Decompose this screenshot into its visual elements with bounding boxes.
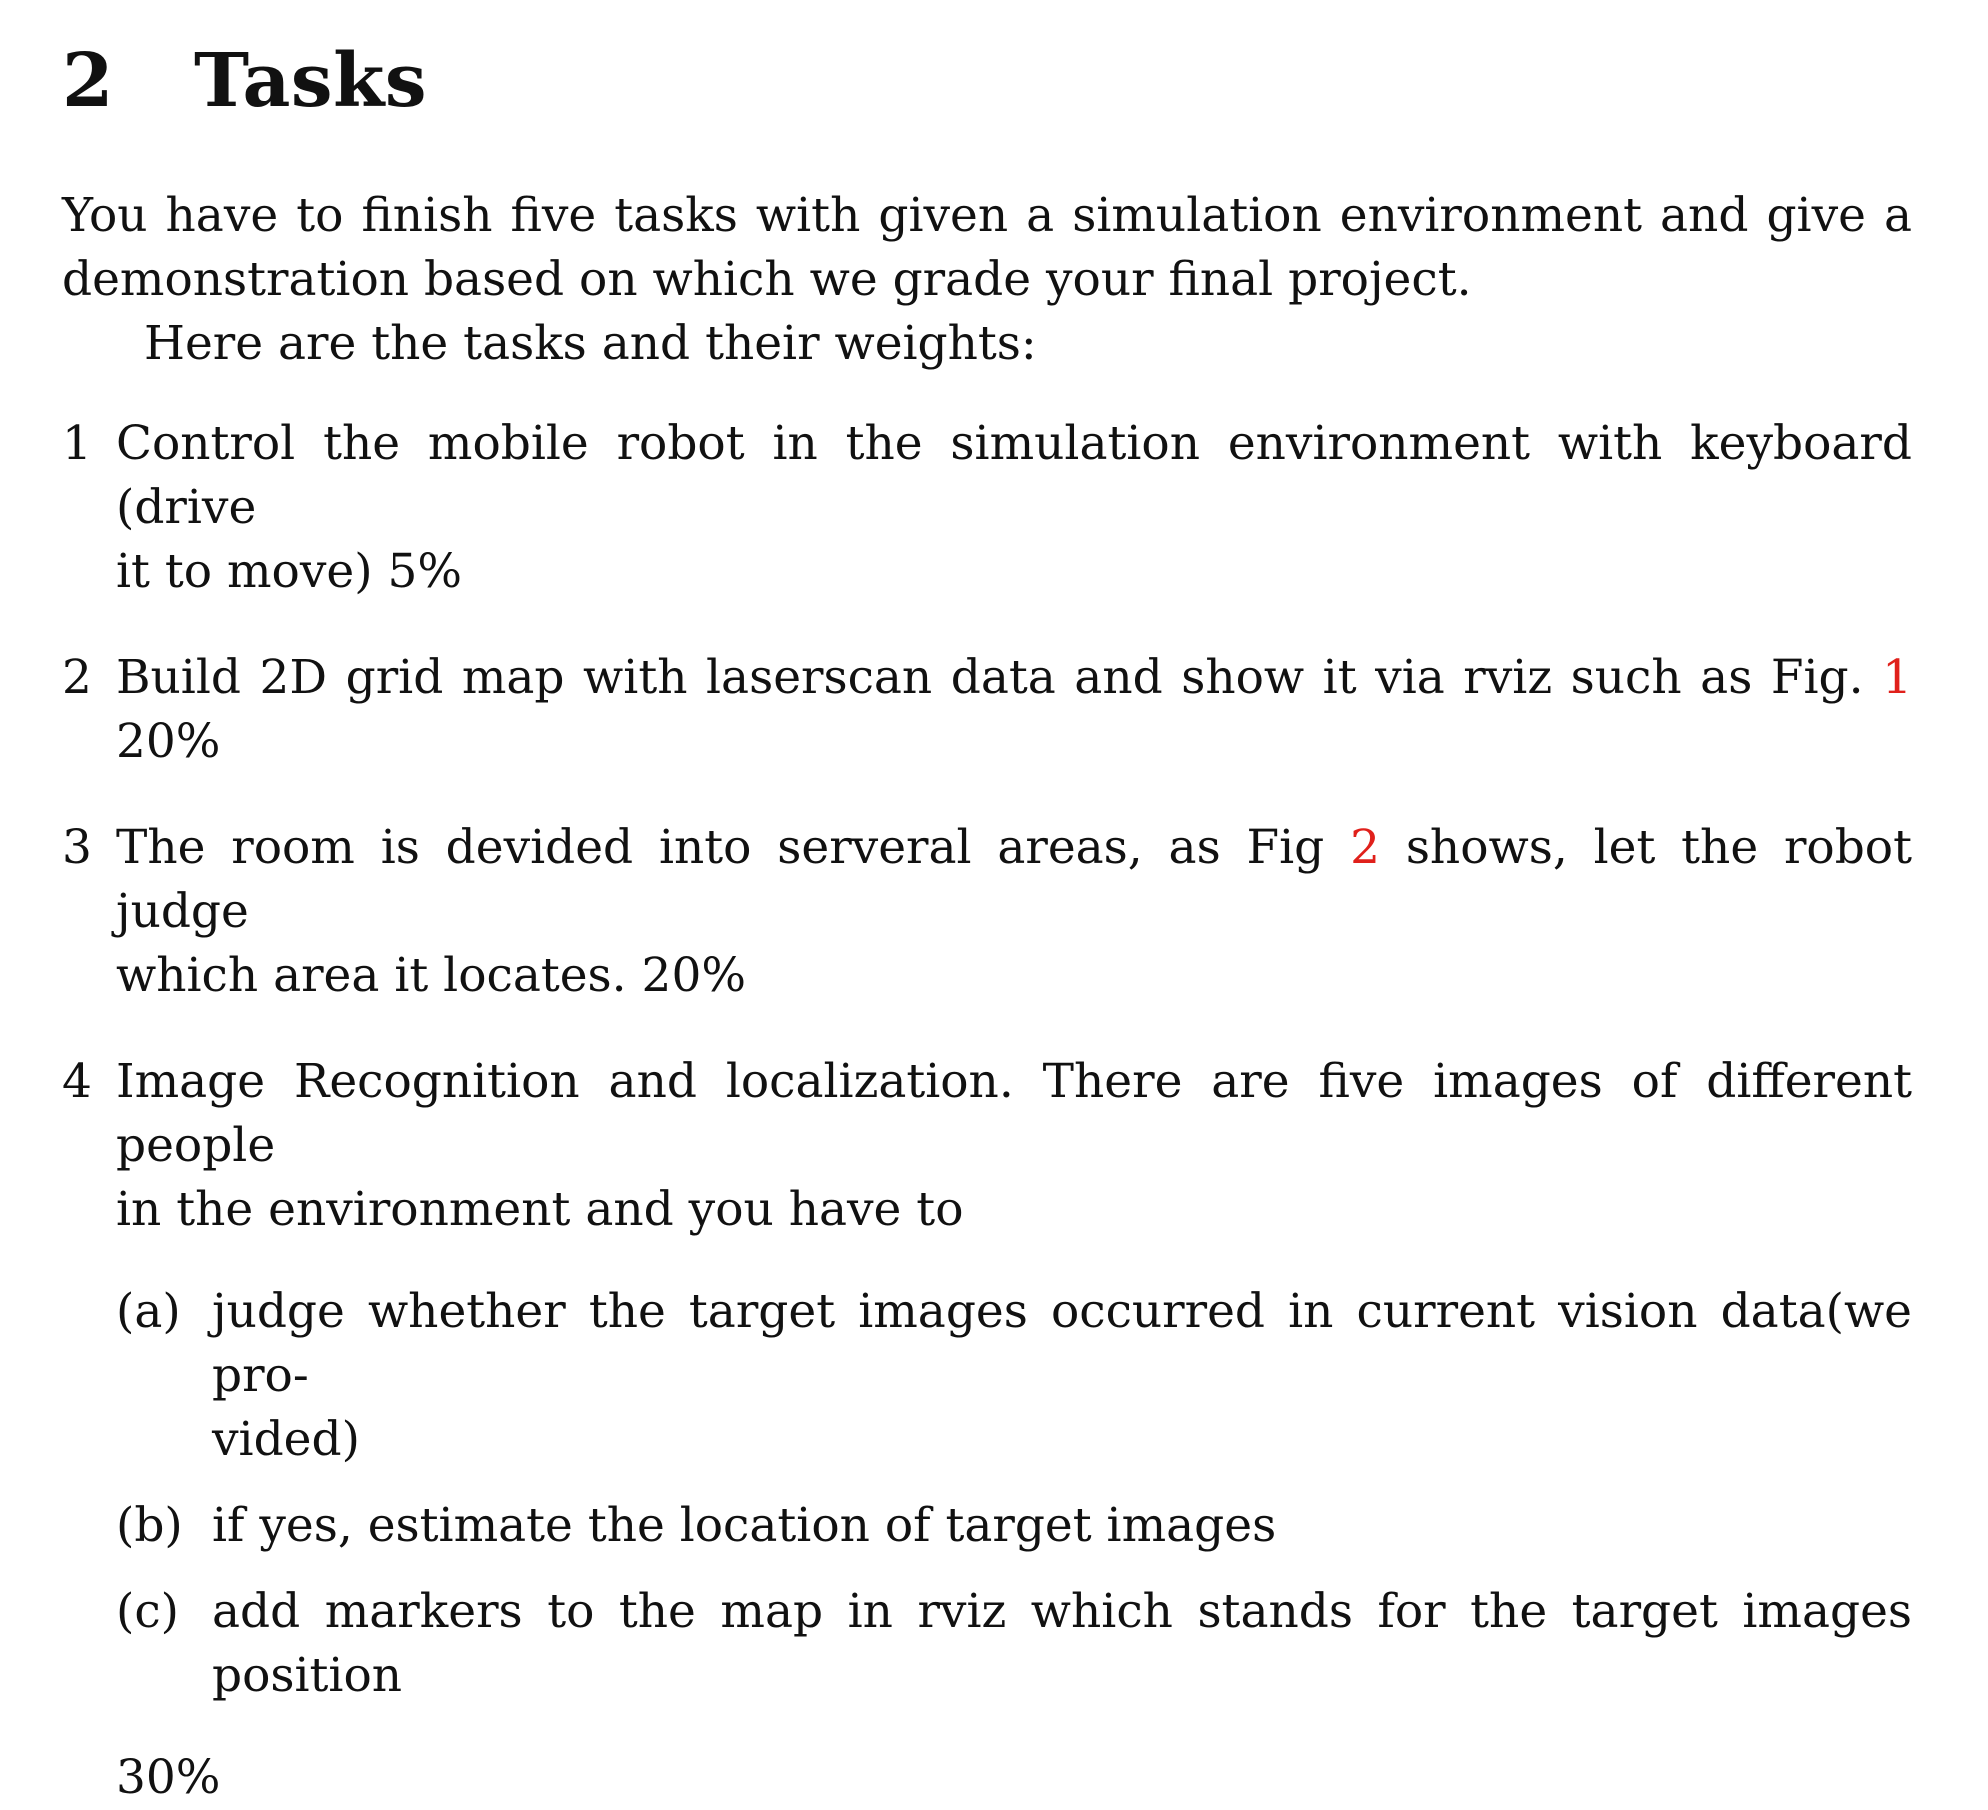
subitem-list — [116, 1280, 1912, 1708]
task-line: in the environment and you have to — [116, 1182, 964, 1237]
task-number: 2 — [62, 650, 92, 705]
subitem-line: judge whether the target images occurred in current vision data(we pro- — [212, 1284, 1912, 1403]
subitem-line: add markers to the map in rviz which stands for the target images position — [212, 1584, 1912, 1703]
task-number: 4 — [62, 1054, 92, 1109]
task-line: which area it locates. 20% — [116, 948, 747, 1003]
intro-paragraph — [62, 184, 1912, 376]
section-title: Tasks — [194, 38, 428, 124]
task-line: it to move) 5% — [116, 544, 463, 599]
task-number: 1 — [62, 416, 92, 471]
subitem-label: (a) — [116, 1284, 181, 1339]
subitem-b — [116, 1494, 1912, 1558]
figure-reference-link[interactable]: 1 — [1882, 650, 1912, 705]
subitem-c — [116, 1580, 1912, 1708]
intro-line-3: Here are the tasks and their weights: — [144, 316, 1037, 371]
subitem-line: if yes, estimate the location of target images — [212, 1498, 1277, 1553]
intro-line-1: You have to finish five tasks with given a simulation environment and give a — [62, 188, 1912, 243]
task-line — [116, 646, 1912, 710]
document-page — [62, 30, 1912, 1810]
task-item-3 — [62, 816, 1912, 1008]
task-weight: 30% — [116, 1750, 221, 1805]
task-item-2 — [62, 646, 1912, 774]
task-line: Image Recognition and localization. There are five images of different people — [116, 1054, 1912, 1173]
section-heading — [62, 38, 1912, 124]
task-number: 3 — [62, 820, 92, 875]
task-line: Control the mobile robot in the simulation environment with keyboard (drive — [116, 416, 1912, 535]
task-line — [116, 816, 1912, 944]
subitem-label: (c) — [116, 1584, 179, 1639]
intro-line-2: demonstration based on which we grade your final project. — [62, 252, 1472, 307]
task-item-4 — [62, 1050, 1912, 1810]
subitem-a — [116, 1280, 1912, 1472]
task-item-1 — [62, 412, 1912, 604]
task-text: shows, let the robot judge — [116, 820, 1912, 939]
subitem-line: vided) — [212, 1412, 360, 1467]
task-text: The room is devided into serveral areas, as Fig — [116, 820, 1325, 875]
task-line: 20% — [116, 714, 221, 769]
figure-reference-link[interactable]: 2 — [1350, 820, 1380, 875]
subitem-label: (b) — [116, 1498, 183, 1553]
section-number: 2 — [62, 38, 114, 124]
task-text: Build 2D grid map with laserscan data and show it via rviz such as Fig. — [116, 650, 1864, 705]
